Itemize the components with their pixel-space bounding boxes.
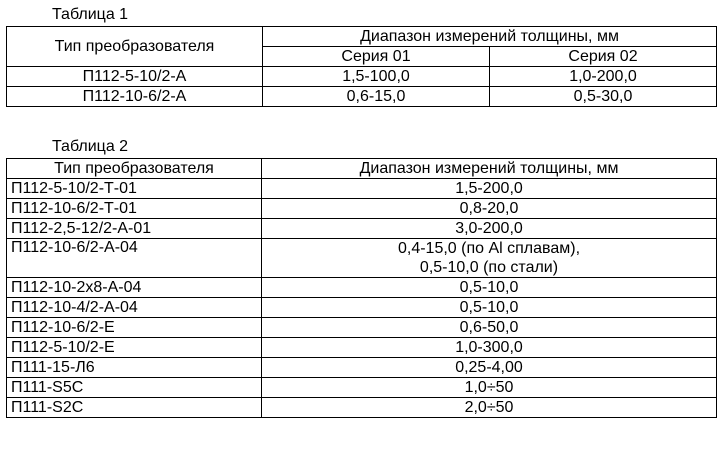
table-row — [7, 87, 717, 107]
range-line: 0,8-20,0 — [459, 200, 519, 217]
table-row — [7, 338, 717, 358]
table-row — [7, 219, 717, 239]
table1-series-01-header: Серия 01 — [263, 47, 490, 67]
range-line: 1,0÷50 — [464, 379, 514, 396]
table2-type-cell: П112-10-6/2-А-04 — [7, 239, 262, 278]
range-line: 3,0-200,0 — [455, 220, 523, 237]
table2-type-cell: П112-10-2х8-А-04 — [7, 278, 262, 298]
table2-caption: Таблица 2 — [52, 138, 129, 155]
table-row — [7, 318, 717, 338]
table1-caption: Таблица 1 — [52, 6, 129, 23]
range-line: 1,5-200,0 — [455, 180, 523, 197]
table2-type-cell: П111-15-Л6 — [7, 358, 262, 378]
table2-range-cell — [262, 199, 717, 219]
range-line: 0,5-10,0 (по стали) — [419, 259, 559, 276]
table-row — [7, 199, 717, 219]
table1-header-row — [7, 27, 717, 47]
table1-type-cell: П112-5-10/2-А — [7, 67, 263, 87]
table2-range-cell — [262, 278, 717, 298]
table2-type-cell: П112-2,5-12/2-А-01 — [7, 219, 262, 239]
table1-type-header: Тип преобразователя — [7, 27, 263, 67]
table1-type-cell: П112-10-6/2-А — [7, 87, 263, 107]
table1-range-header: Диапазон измерений толщины, мм — [263, 27, 717, 47]
range-line: 2,0÷50 — [464, 399, 514, 416]
table2-range-cell — [262, 338, 717, 358]
table-row — [7, 398, 717, 418]
table2-type-header: Тип преобразователя — [7, 159, 262, 179]
table1-series-02-cell: 1,0-200,0 — [490, 67, 717, 87]
table1-series-02-cell: 0,5-30,0 — [490, 87, 717, 107]
range-line: 0,25-4,00 — [455, 359, 523, 376]
table2-range-cell — [262, 179, 717, 199]
range-line: 0,5-10,0 — [459, 279, 519, 296]
table2-type-cell: П112-10-6/2-Е — [7, 318, 262, 338]
table2-type-cell: П112-5-10/2-Т-01 — [7, 179, 262, 199]
table2-range-cell — [262, 239, 717, 278]
table-row — [7, 239, 717, 278]
table1-series-01-cell: 0,6-15,0 — [263, 87, 490, 107]
table1-series-02-header: Серия 02 — [490, 47, 717, 67]
range-line: 0,5-10,0 — [459, 299, 519, 316]
table2-range-cell — [262, 378, 717, 398]
table-row — [7, 378, 717, 398]
table2 — [6, 158, 717, 418]
range-line: 0,6-50,0 — [459, 319, 519, 336]
table-row — [7, 298, 717, 318]
table1-series-01-cell: 1,5-100,0 — [263, 67, 490, 87]
table-row — [7, 67, 717, 87]
range-line: 0,4-15,0 (по Al сплавам), — [397, 240, 581, 257]
table1 — [6, 26, 717, 107]
range-line: 1,0-300,0 — [455, 339, 523, 356]
table2-range-cell — [262, 398, 717, 418]
table2-header-row — [7, 159, 717, 179]
table2-range-cell — [262, 219, 717, 239]
table2-range-cell — [262, 358, 717, 378]
table2-range-cell — [262, 298, 717, 318]
table-row — [7, 179, 717, 199]
table-row — [7, 278, 717, 298]
table2-range-cell — [262, 318, 717, 338]
table2-type-cell: П112-10-6/2-Т-01 — [7, 199, 262, 219]
table2-type-cell: П112-5-10/2-Е — [7, 338, 262, 358]
table2-type-cell: П111-S2C — [7, 398, 262, 418]
table2-range-header: Диапазон измерений толщины, мм — [262, 159, 717, 179]
table2-type-cell: П112-10-4/2-А-04 — [7, 298, 262, 318]
table2-type-cell: П111-S5C — [7, 378, 262, 398]
table-row — [7, 358, 717, 378]
